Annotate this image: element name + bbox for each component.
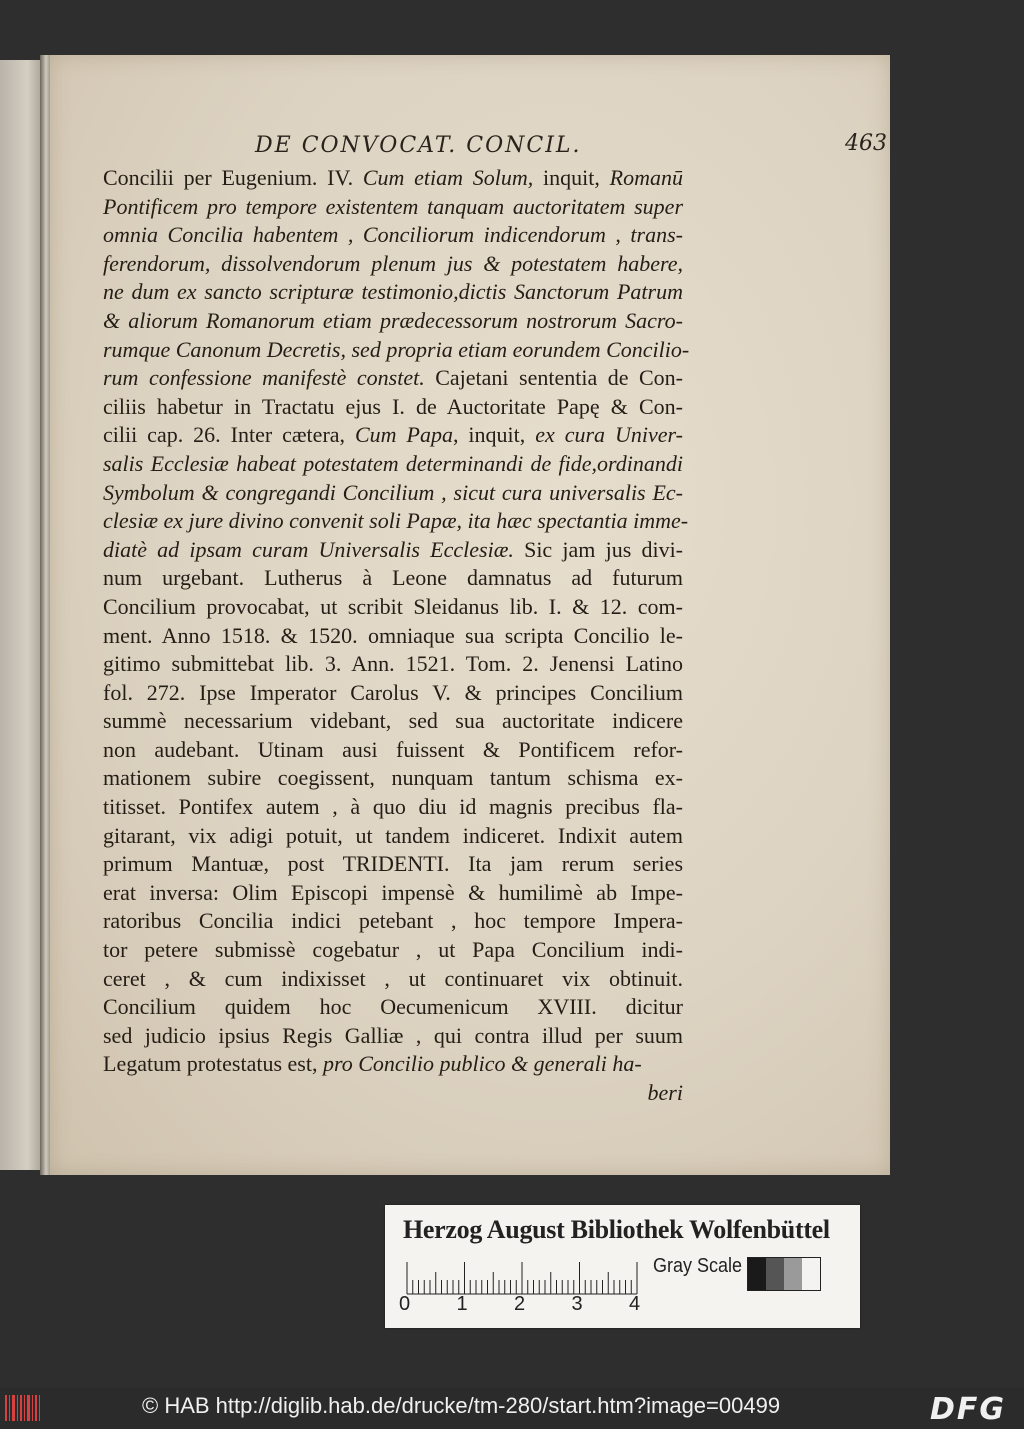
library-color-card <box>385 1205 860 1328</box>
text-line <box>103 850 683 879</box>
text-line <box>103 822 683 851</box>
text-segment: Concilium provocabat, ut scribit Sleidanus lib. I. & 12. com- <box>103 593 683 619</box>
text-line <box>103 679 683 708</box>
text-segment: ceret , & cum indixisset , ut continuaret vix obtinuit. <box>103 965 683 991</box>
text-line <box>103 164 683 193</box>
text-line <box>103 707 683 736</box>
ruler-label: 3 <box>571 1293 583 1315</box>
text-segment: gitimo submittebat lib. 3. Ann. 1521. Tom. 2. Jenensi Latino <box>103 651 683 677</box>
text-segment: Sic jam jus divi- <box>513 536 684 562</box>
gray-scale-swatches <box>747 1257 821 1291</box>
library-name: Herzog August Bibliothek Wolfenbüttel <box>403 1215 830 1244</box>
text-segment: , inquit, <box>452 422 536 448</box>
gray-scale-label: Gray Scale <box>653 1255 743 1277</box>
text-segment: titisset. Pontifex autem , à quo diu id magnis precibus fla- <box>103 794 683 820</box>
page-text <box>103 164 690 1108</box>
text-line <box>103 907 683 936</box>
ruler-label: 0 <box>399 1293 411 1315</box>
text-line <box>103 193 683 222</box>
gray-swatch <box>802 1258 820 1290</box>
italic-segment: diatè ad ipsam curam Universalis Ecclesiæ. <box>103 536 514 562</box>
text-segment: inquit, <box>533 165 610 190</box>
italic-segment: pro Concilio publico & generali ha- <box>322 1051 642 1077</box>
text-line <box>103 364 683 393</box>
text-line <box>103 764 683 793</box>
italic-segment: Cum Papa <box>355 422 453 448</box>
italic-segment: ne dum ex sancto scripturæ testimonio,dictis Sanctorum Patrum <box>103 279 683 305</box>
italic-segment: omnia Concilia habentem , Conciliorum indicendorum , trans- <box>103 222 683 248</box>
text-segment: Concilii per Eugenium. IV. <box>103 165 363 190</box>
text-line <box>103 936 683 965</box>
dfg-logo: DFG <box>930 1392 1007 1427</box>
text-line <box>103 1050 683 1079</box>
text-line <box>103 450 683 479</box>
text-line <box>103 536 683 565</box>
running-head: DE CONVOCAT. CONCIL. <box>255 133 582 158</box>
text-segment: tor petere submissè cogebatur , ut Papa Concilium indi- <box>103 937 683 963</box>
ruler-label: 1 <box>456 1293 468 1315</box>
text-line <box>103 993 683 1022</box>
text-segment: mationem subire coegissent, nunquam tantum schisma ex- <box>103 765 683 791</box>
catchword-text: beri <box>647 1080 683 1105</box>
text-line <box>103 793 683 822</box>
italic-segment: Symbolum & congregandi Concilium , sicut cura universalis Ec- <box>103 479 683 505</box>
text-line <box>103 622 683 651</box>
text-line <box>103 736 683 765</box>
page-number: 463 <box>845 131 887 156</box>
text-line <box>103 479 683 508</box>
italic-segment: Cum etiam Solum, <box>362 165 534 190</box>
text-line <box>103 593 683 622</box>
barcode-icon <box>4 1391 42 1425</box>
text-segment: Legatum protestatus est, <box>103 1051 323 1077</box>
copyright-url[interactable]: © HAB http://diglib.hab.de/drucke/tm-280/start.htm?image=00499 <box>142 1393 781 1418</box>
italic-segment: ex cura Univer- <box>535 422 683 448</box>
viewer-footer <box>0 1388 1024 1429</box>
text-segment: ciliis habetur in Tractatu ejus I. de Auctoritate Papę & Con- <box>103 393 683 419</box>
gray-swatch <box>748 1258 766 1290</box>
gray-swatch <box>766 1258 784 1290</box>
text-segment: ratoribus Concilia indici petebant , hoc tempore Impera- <box>103 908 683 934</box>
italic-segment: Pontificem pro tempore existentem tanquam auctoritatem super <box>103 193 683 219</box>
text-line <box>103 650 683 679</box>
text-line <box>103 564 683 593</box>
text-line <box>103 393 683 422</box>
text-line <box>103 221 683 250</box>
text-line <box>103 1022 683 1051</box>
text-line <box>103 507 689 536</box>
text-segment: sed judicio ipsius Regis Galliæ , qui contra illud per suum <box>103 1022 683 1048</box>
text-line <box>103 421 683 450</box>
text-segment: summè necessarium videbant, sed sua auctoritate indicere <box>103 708 683 734</box>
text-segment: Cajetani sententia de Con- <box>424 365 683 391</box>
ruler-label: 2 <box>514 1293 526 1315</box>
italic-segment: rumque Canonum Decretis, sed propria etiam eorundem Concilio- <box>103 336 690 362</box>
italic-segment: clesiæ ex jure divino convenit soli Papæ, ita hæc spectantia imme- <box>103 508 689 534</box>
catchword <box>103 1079 683 1108</box>
text-segment: erat inversa: Olim Episcopi impensè & humilimè ab Impe- <box>103 879 683 905</box>
text-line <box>103 250 683 279</box>
text-line <box>103 965 683 994</box>
italic-segment: Romanū <box>609 165 683 190</box>
ruler-scale <box>405 1261 645 1295</box>
ruler-labels <box>399 1293 659 1319</box>
text-segment: ment. Anno 1518. & 1520. omniaque sua scripta Concilio le- <box>103 622 683 648</box>
gray-swatch <box>784 1258 802 1290</box>
italic-segment: salis Ecclesiæ habeat potestatem determinandi de fide,ordinandi <box>103 450 683 476</box>
ruler-label: 4 <box>629 1293 641 1315</box>
text-line <box>103 336 690 365</box>
italic-segment: rum confessione manifestè constet. <box>103 365 425 391</box>
text-line <box>103 879 683 908</box>
text-segment: Concilium quidem hoc Oecumenicum XVIII. dicitur <box>103 994 683 1020</box>
text-segment: primum Mantuæ, post TRIDENTI. Ita jam rerum series <box>103 851 683 877</box>
text-segment: num urgebant. Lutherus à Leone damnatus ad futurum <box>103 565 683 591</box>
italic-segment: ferendorum, dissolvendorum plenum jus & potestatem habere, <box>103 250 683 276</box>
text-segment: non audebant. Utinam ausi fuissent & Pontificem refor- <box>103 736 683 762</box>
text-line <box>103 307 683 336</box>
text-segment: cilii cap. 26. Inter cætera, <box>103 422 355 448</box>
italic-segment: & aliorum Romanorum etiam prædecessorum nostrorum Sacro- <box>103 307 683 333</box>
text-line <box>103 278 683 307</box>
text-segment: fol. 272. Ipse Imperator Carolus V. & principes Concilium <box>103 679 683 705</box>
text-segment: gitarant, vix adigi potuit, ut tandem indiceret. Indixit autem <box>103 822 683 848</box>
